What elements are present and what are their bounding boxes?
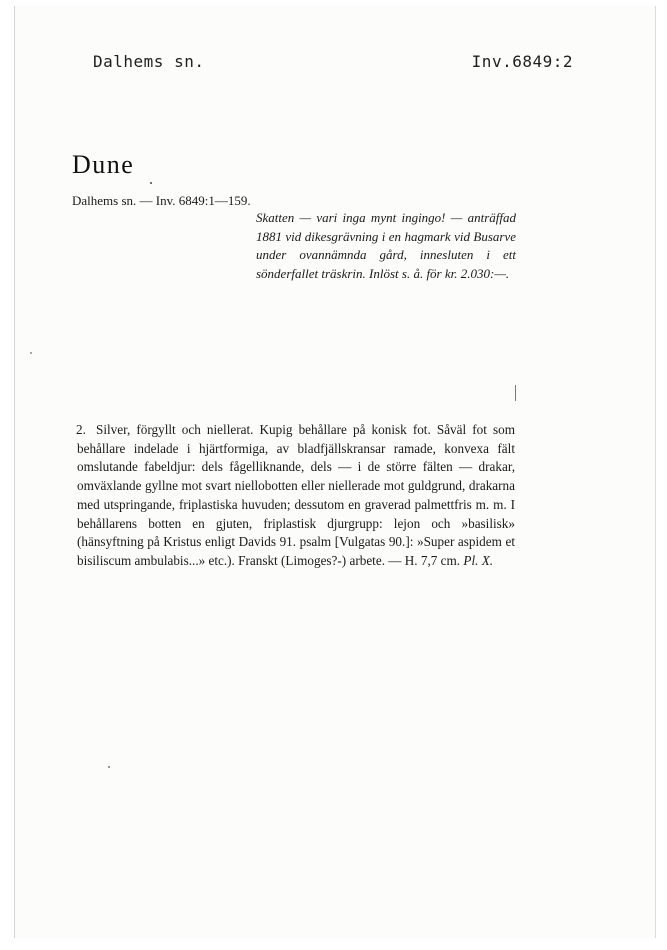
- catalogue-entry: [77, 421, 515, 571]
- page-title: Dune: [72, 150, 135, 179]
- scan-mark: [515, 385, 516, 401]
- scan-speck: [108, 766, 110, 768]
- scan-speck: [150, 182, 152, 184]
- inventory-number: Inv.6849:2: [471, 52, 573, 71]
- treasure-description: Skatten — vari inga mynt ingingo! — anträffad 1881 vid dikesgrävning i en hagmark vid Busarve under ovannämnda gård, innesluten i ett sönderfallet träskrin. Inlöst s. å. för kr. 2.030:—.: [256, 210, 516, 281]
- parish-label: Dalhems sn.: [93, 52, 205, 71]
- plate-reference: Pl. X.: [463, 552, 494, 568]
- scan-speck: [30, 352, 32, 354]
- entry-number: 2.: [76, 422, 86, 437]
- entry-text: Silver, förgyllt och niellerat. Kupig behållare på konisk fot. Såväl fot som behållare indelade i hjärtformiga, av bladfjällskransar ramade, konvexa fält omslutande fabeldjur: dels fågelliknande, dels — i de större fälten — drakar, omväxlande gyllne mot svart niellobotten eller niellerade mot guldgrund, drakarna med utspringande, friplastiska huvuden; dessutom en graverad palmettfris m. m. I behållarens botten en gjuten, friplastisk djurgrupp: lejon och »basilisk» (hänsyftning på Kristus enligt Davids 91. psalm [Vulgatas 90.]: »Super aspidem et bisiliscum ambulabis...» etc.). Franskt (Limoges?-) arbete. — H. 7,7 cm.: [77, 422, 515, 568]
- inventory-range: Dalhems sn. — Inv. 6849:1—159.: [72, 193, 251, 208]
